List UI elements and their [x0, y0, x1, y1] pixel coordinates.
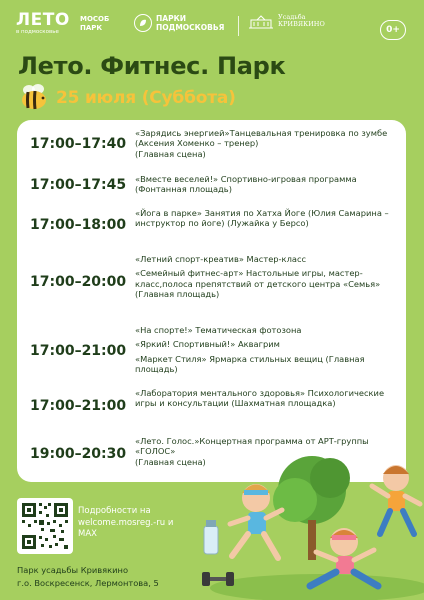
event-description: «Лаборатория ментального здоровья» Психологические игры и консультации (Шахматная площадка): [135, 388, 385, 409]
leaf-icon: [134, 14, 152, 32]
event-description: «Йога в парке» Занятия по Хатха Йоге (Юлия Самарина – инструктор по йоге) (Лужайка у Берсо): [135, 208, 389, 229]
mosobpark-logo: МОСОБ ПАРК: [80, 15, 110, 32]
event-date: 25 июля (Суббота): [56, 88, 236, 108]
kids-fitness-illustration: [190, 438, 424, 600]
page-title: Лето. Фитнес. Парк: [18, 52, 286, 80]
age-rating-badge: 0+: [380, 20, 406, 40]
event-description: «Лето. Голос.»Концертная программа от АРТ-группы «ГОЛОС» (Главная сцена): [135, 436, 369, 467]
estate-logo: Усадьба КРИВЯКИНО: [248, 13, 325, 29]
event-time: 17:00–20:00: [30, 274, 127, 290]
park-address: Парк усадьбы Кривякино г.о. Воскресенск, Лермонтова, 5: [17, 565, 159, 588]
details-link[interactable]: Подробности на welcome.mosreg.-ru и MAX: [78, 506, 174, 539]
event-time: 17:00–17:45: [30, 177, 127, 193]
event-time: 17:00–18:00: [30, 217, 127, 233]
event-description: «На спорте!» Тематическая фотозона «Яркий! Спортивный!» Аквагрим «Маркет Стиля» Ярмарка стильных вещиц (Главная площадь): [135, 325, 365, 375]
event-time: 17:00–17:40: [30, 136, 127, 152]
event-description: «Летний спорт-креатив» Мастер-класс «Семейный фитнес-арт» Настольные игры, мастер- класс,полоса препятствий от детского центра «Семья» (Главная площадь): [135, 254, 381, 300]
leto-logo: ЛЕТО в подмосковье: [16, 10, 70, 35]
estate-building-icon: [248, 13, 274, 29]
event-time: 19:00–20:30: [30, 446, 127, 462]
bee-icon: [18, 82, 50, 112]
parki-podmoskovya-logo: ПАРКИ ПОДМОСКОВЬЯ: [134, 14, 224, 32]
qr-code[interactable]: [17, 498, 73, 554]
header: [0, 0, 424, 50]
event-description: «Зарядись энергией»Танцевальная тренировка по зумбе (Аксения Хоменко – тренер) (Главная сцена): [135, 128, 388, 159]
header-divider: [238, 16, 239, 36]
event-time: 17:00–21:00: [30, 343, 127, 359]
schedule-card: [17, 120, 406, 482]
event-description: «Вместе веселей!» Спортивно-игровая программа (Фонтанная площадь): [135, 174, 357, 195]
event-time: 17:00–21:00: [30, 398, 127, 414]
